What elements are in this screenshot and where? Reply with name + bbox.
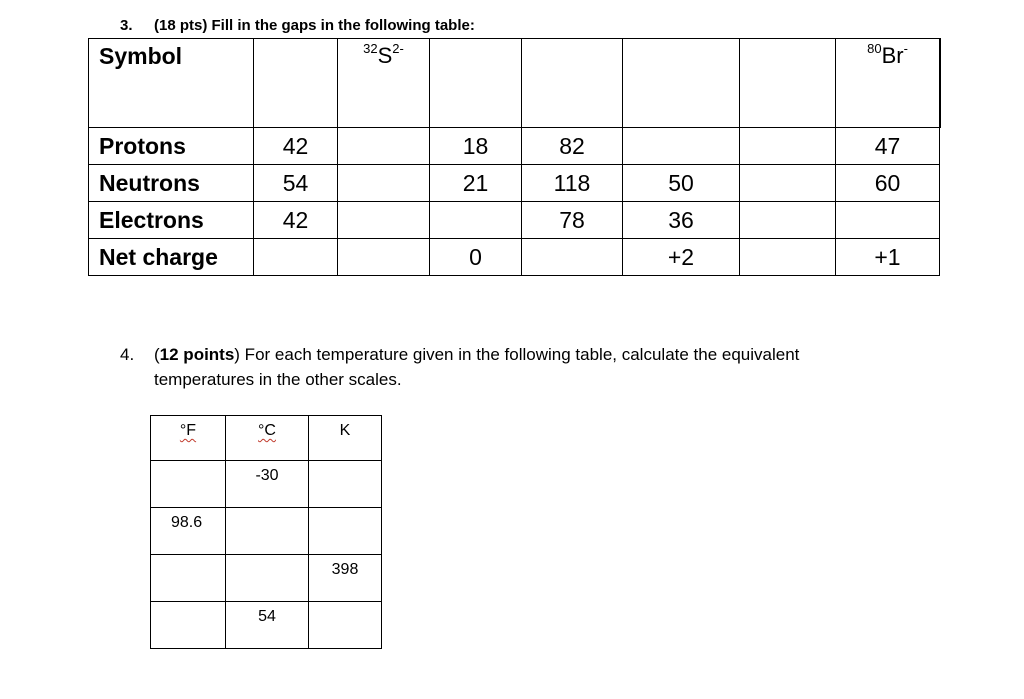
table-cell[interactable] bbox=[151, 555, 226, 602]
table-cell[interactable]: -30 bbox=[226, 461, 309, 508]
table-cell[interactable] bbox=[254, 239, 338, 276]
table-cell[interactable] bbox=[151, 602, 226, 649]
table-cell[interactable]: 18 bbox=[430, 128, 522, 165]
table-cell[interactable]: +2 bbox=[623, 239, 740, 276]
table-cell[interactable] bbox=[623, 128, 740, 165]
question-3-number: 3. bbox=[120, 17, 133, 34]
table-cell[interactable] bbox=[740, 202, 836, 239]
mass-number: 80 bbox=[867, 41, 882, 56]
table-cell[interactable] bbox=[522, 239, 623, 276]
table-cell[interactable] bbox=[430, 202, 522, 239]
question-4-points: 12 points bbox=[159, 345, 235, 364]
table-row-symbol bbox=[89, 39, 941, 128]
question-4-number: 4. bbox=[120, 345, 135, 364]
table-cell[interactable] bbox=[309, 508, 382, 555]
table-cell[interactable]: 82 bbox=[522, 128, 623, 165]
table-row-neutrons bbox=[89, 165, 941, 202]
table-cell[interactable]: 0 bbox=[430, 239, 522, 276]
table-cell[interactable] bbox=[226, 555, 309, 602]
table-cell[interactable]: 118 bbox=[522, 165, 623, 202]
table-cell[interactable] bbox=[338, 165, 430, 202]
row-label-neutrons: Neutrons bbox=[89, 165, 254, 202]
table-cell[interactable]: 36 bbox=[623, 202, 740, 239]
table-cell[interactable] bbox=[740, 165, 836, 202]
symbol-bromide[interactable] bbox=[836, 39, 940, 128]
row-label-net-charge: Net charge bbox=[89, 239, 254, 276]
table-cell[interactable] bbox=[940, 39, 941, 128]
table-cell[interactable] bbox=[338, 202, 430, 239]
table-cell[interactable]: 54 bbox=[254, 165, 338, 202]
table-row bbox=[151, 508, 382, 555]
table-row bbox=[151, 602, 382, 649]
table-cell[interactable]: 47 bbox=[836, 128, 940, 165]
header-celsius: °C bbox=[226, 416, 309, 461]
temperature-table bbox=[150, 415, 382, 649]
header-kelvin: K bbox=[309, 416, 382, 461]
table-row-protons bbox=[89, 128, 941, 165]
element-symbol: Br bbox=[881, 43, 904, 68]
table-cell[interactable]: 42 bbox=[254, 202, 338, 239]
table-row-net-charge bbox=[89, 239, 941, 276]
ion-charge: 2- bbox=[392, 41, 404, 56]
question-4 bbox=[120, 342, 880, 392]
row-label-electrons: Electrons bbox=[89, 202, 254, 239]
table-row bbox=[151, 461, 382, 508]
table-cell[interactable] bbox=[254, 39, 338, 128]
row-label-symbol: Symbol bbox=[89, 39, 254, 128]
table-cell[interactable] bbox=[309, 602, 382, 649]
table-cell[interactable]: 98.6 bbox=[151, 508, 226, 555]
table-cell[interactable] bbox=[151, 461, 226, 508]
table-cell[interactable] bbox=[522, 39, 623, 128]
table-row-electrons bbox=[89, 202, 941, 239]
header-fahrenheit: °F bbox=[151, 416, 226, 461]
table-cell[interactable] bbox=[836, 202, 940, 239]
table-cell[interactable] bbox=[740, 128, 836, 165]
ion-charge: - bbox=[903, 41, 908, 56]
table-cell[interactable] bbox=[338, 239, 430, 276]
table-header-row bbox=[151, 416, 382, 461]
mass-number: 32 bbox=[363, 41, 378, 56]
table-cell[interactable]: +1 bbox=[836, 239, 940, 276]
table-cell[interactable] bbox=[740, 239, 836, 276]
table-cell[interactable]: 42 bbox=[254, 128, 338, 165]
symbol-sulfide[interactable] bbox=[338, 39, 430, 128]
element-symbol: S bbox=[377, 43, 393, 68]
table-cell[interactable] bbox=[430, 39, 522, 128]
table-cell[interactable]: 78 bbox=[522, 202, 623, 239]
question-3-text: (18 pts) Fill in the gaps in the following table: bbox=[154, 17, 475, 34]
table-cell[interactable] bbox=[623, 39, 740, 128]
table-cell[interactable]: 50 bbox=[623, 165, 740, 202]
table-row bbox=[151, 555, 382, 602]
row-label-protons: Protons bbox=[89, 128, 254, 165]
table-cell[interactable] bbox=[740, 39, 836, 128]
table-cell[interactable]: 54 bbox=[226, 602, 309, 649]
table-cell[interactable] bbox=[226, 508, 309, 555]
table-cell[interactable]: 398 bbox=[309, 555, 382, 602]
atoms-ions-table bbox=[88, 38, 941, 276]
table-cell[interactable] bbox=[338, 128, 430, 165]
table-cell[interactable]: 60 bbox=[836, 165, 940, 202]
question-4-text: (12 points) For each temperature given in the following table, calculate the equivalent temperatures in the other scales. bbox=[154, 345, 800, 389]
question-3-heading bbox=[120, 17, 475, 34]
table-cell[interactable] bbox=[309, 461, 382, 508]
table-cell[interactable]: 21 bbox=[430, 165, 522, 202]
